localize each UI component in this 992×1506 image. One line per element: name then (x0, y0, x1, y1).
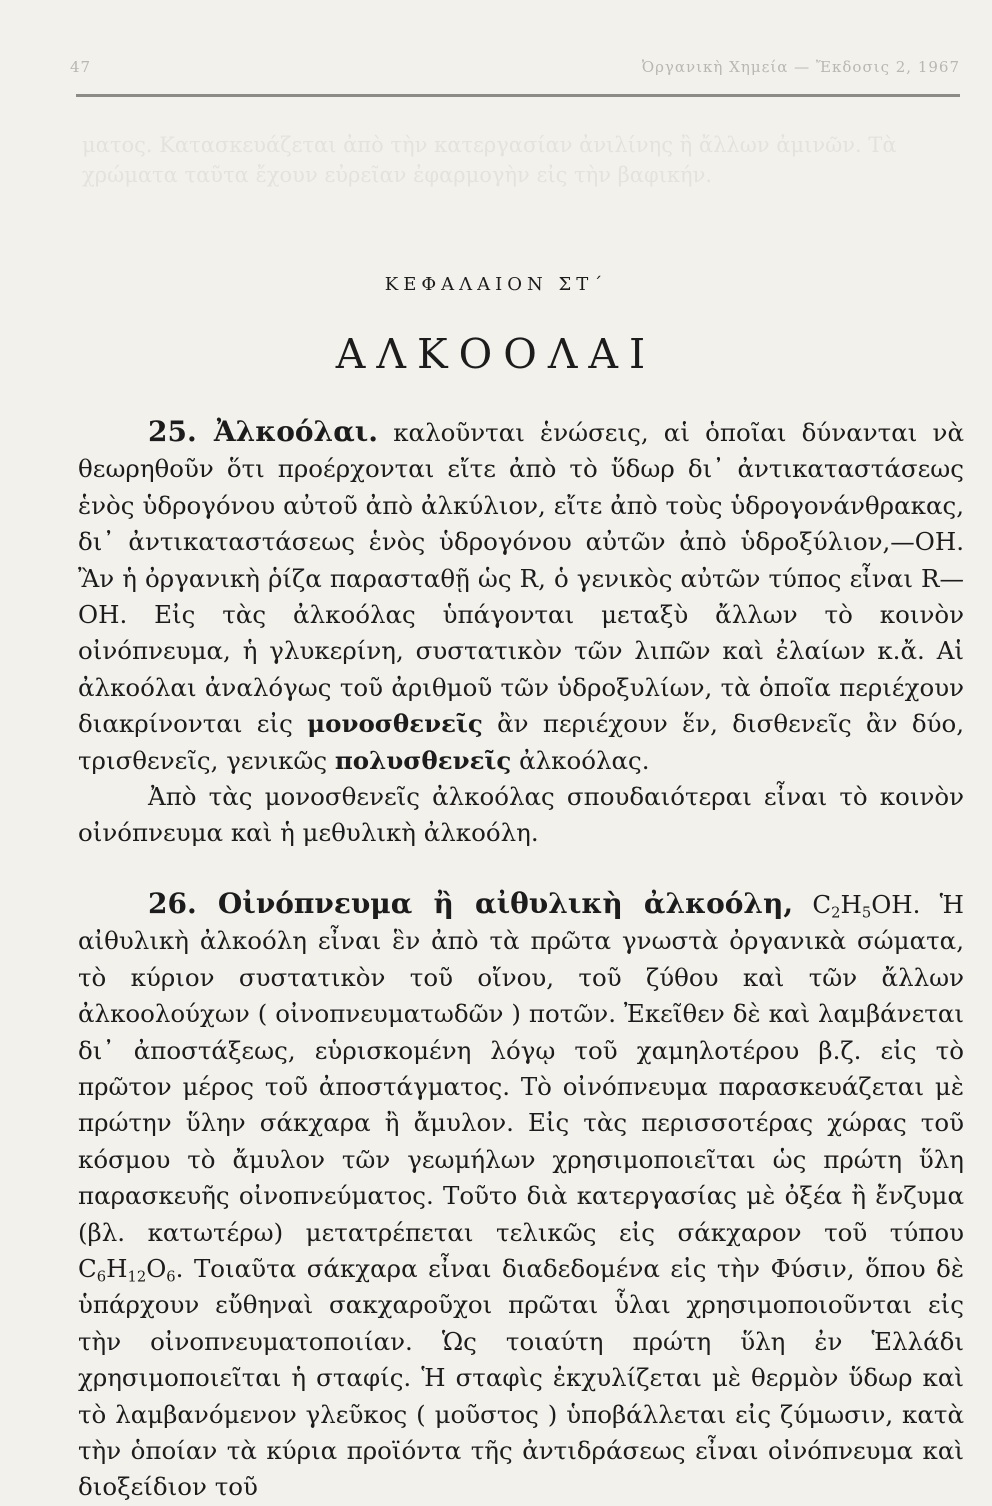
f2-h-sub: 12 (127, 1268, 147, 1286)
page-number: 47 (70, 58, 92, 76)
paragraph-25-2: Ἀπὸ τὰς μονοσθενεῖς ἀλκοόλας σπουδαιότεραι εἶναι τὸ κοινὸν οἰνόπνευμα καὶ ἡ μεθυλικὴ ἀλκοόλη. (78, 782, 964, 848)
formula-h-sub: 5 (861, 904, 872, 922)
running-title: Ὀργανικὴ Χημεία — Ἔκδοσις 2, 1967 (641, 58, 960, 76)
term-polyvalent: πολυσθενεῖς (334, 745, 512, 775)
text-26a: Ἡ αἰθυλικὴ ἀλκοόλη εἶναι ἓν ἀπὸ τὰ πρῶτα γνωστὰ ὀργανικὰ σώματα, τὸ κύριον συστατικὸν τοῦ οἴνου, τοῦ ζύθου καὶ τῶν ἄλλων ἀλκοολούχων ( οἰνοπνευματωδῶν ) ποτῶν. Ἐκεῖθεν δὲ καὶ λαμβάνεται δι᾽ ἀποστάξεως, εὑρισκομένη λόγῳ τοῦ χαμηλοτέρου β.ζ. εἰς τὸ πρῶτον μέρος τοῦ ἀποστάγματος. Τὸ οἰνόπνευμα παρασκευάζεται μὲ πρώτην ὕλην σάκχαρα ἢ ἄμυλον. Εἰς τὰς περισσοτέρας χώρας τοῦ κόσμου τὸ ἄμυλον τῶν γεωμήλων χρησιμοποιεῖται ὡς πρώτη ὕλη παρασκευῆς οἰνοπνεύματος. Τοῦτο διὰ κατεργασίας μὲ ὀξέα ἢ ἔνζυμα (βλ. κατωτέρω) μετατρέπεται τελικῶς εἰς σάκχαρον τοῦ τύπου (78, 889, 964, 1247)
paragraph-25 (78, 414, 964, 779)
f2-c-sub: 6 (96, 1268, 107, 1286)
section-heading-25: 25. Ἀλκοόλαι. (148, 415, 379, 448)
f2-o: O (146, 1253, 167, 1283)
formula-c: C (793, 889, 832, 919)
formula-c-sub: 2 (831, 904, 841, 922)
text-25a: καλοῦνται ἑνώσεις, αἱ ὁποῖαι δύνανται νὰ θεωρηθοῦν ὅτι προέρχονται εἴτε ἀπὸ τὸ ὕδωρ δι᾽ ἀντικαταστάσεως ἑνὸς ὑδρογόνου αὐτοῦ ἀπὸ ἀλκύλιον, εἴτε ἀπὸ τοὺς ὑδρογονάνθρακας, δι᾽ ἀντικαταστάσεως ἑνὸς ὑδρογόνου αὐτῶν ἀπὸ ὑδροξύλιον,—ΟΗ. Ἂν ἡ ὀργανικὴ ῥίζα παρασταθῇ ὡς R, ὁ γενικὸς αὐτῶν τύπος εἶναι R—ΟΗ. Εἰς τὰς ἀλκοόλας ὑπάγονται μεταξὺ ἄλλων τὸ κοινὸν οἰνόπνευμα, ἡ γλυκερίνη, συστατικὸν τῶν λιπῶν καὶ ἐλαίων κ.ἄ. Αἱ ἀλκοόλαι ἀναλόγως τοῦ ἀριθμοῦ τῶν ὑδροξυλίων, τὰ ὁποῖα περιέχουν διακρίνονται εἰς (78, 418, 964, 739)
header-rule (76, 94, 960, 97)
section-heading-26: 26. Οἰνόπνευμα ἢ αἰθυλικὴ ἀλκοόλη, (148, 886, 794, 920)
f2-c: C (78, 1253, 97, 1283)
term-monovalent: μονοσθενεῖς (307, 709, 483, 739)
formula-h: H (840, 889, 862, 919)
running-head (70, 58, 960, 76)
text-25b: ἂν περιέχουν ἕν, δισθενεῖς ἂν δύο, τρισθενεῖς, γενικῶς (78, 709, 965, 775)
body-text (78, 414, 964, 1506)
text-25c: ἀλκοόλας. (511, 745, 650, 775)
chapter-label: ΚΕΦΑΛΑΙΟΝ ΣΤ΄ (384, 274, 608, 295)
bleed-through-text: ματος. Κατασκευάζεται ἀπὸ τὴν κατεργασίαν ἀνιλίνης ἢ ἄλλων ἀμινῶν. Τὰ χρώματα ταῦτα ἔχουν εὐρεῖαν ἐφαρμογὴν εἰς τὴν βαφικήν. (82, 133, 897, 187)
paragraph-26 (78, 886, 964, 1506)
chapter-title: ΑΛΚΟΟΛΑΙ (335, 330, 657, 378)
f2-h: H (106, 1253, 128, 1283)
f2-o-sub: 6 (166, 1268, 176, 1286)
formula-oh: OH. (871, 889, 921, 919)
text-26b: . Τοιαῦτα σάκχαρα εἶναι διαδεδομένα εἰς τὴν Φύσιν, ὅπου δὲ ὑπάρχουν εὔθηναὶ σακχαροῦχοι πρῶται ὗλαι χρησιμοποιοῦνται εἰς τὴν οἰνοπνευματοποιίαν. Ὡς τοιαύτη πρώτη ὕλη ἐν Ἑλλάδι χρησιμοποιεῖται ἡ σταφίς. Ἡ σταφὶς ἐκχυλίζεται μὲ θερμὸν ὕδωρ καὶ τὸ λαμβανόμενον γλεῦκος ( μοῦστος ) ὑποβάλλεται εἰς ζύμωσιν, κατὰ τὴν ὁποίαν τὰ κύρια προϊόντα τῆς ἀντιδράσεως εἶναι οἰνόπνευμα καὶ διοξείδιον τοῦ (78, 1253, 964, 1502)
